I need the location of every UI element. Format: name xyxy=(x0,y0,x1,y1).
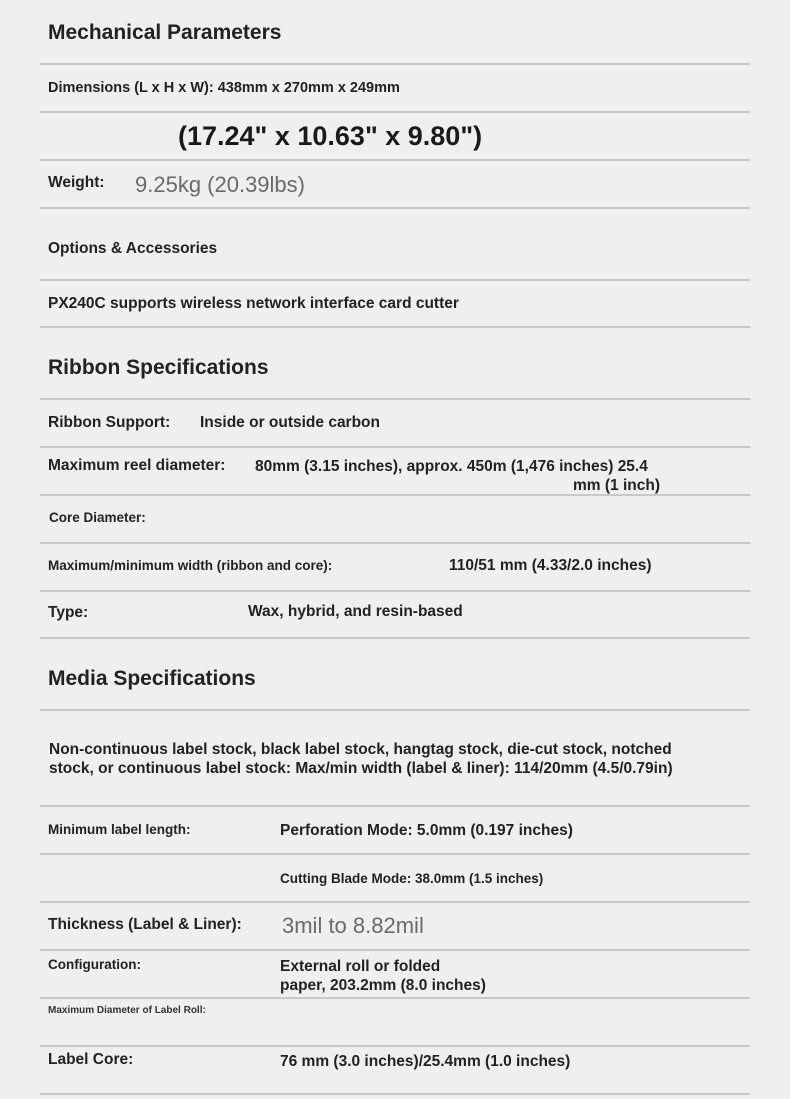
mechanical-title: Mechanical Parameters xyxy=(48,21,282,44)
divider xyxy=(40,494,750,496)
cutting-blade-mode: Cutting Blade Mode: 38.0mm (1.5 inches) xyxy=(280,871,544,886)
reel-diameter-value-cont: mm (1 inch) xyxy=(573,477,660,494)
divider xyxy=(40,279,750,281)
configuration-value: External roll or folded xyxy=(280,958,441,975)
divider xyxy=(40,446,750,448)
media-title: Media Specifications xyxy=(48,667,256,690)
ribbon-type-label: Type: xyxy=(48,604,89,621)
ribbon-support-value: Inside or outside carbon xyxy=(200,414,380,431)
ribbon-title: Ribbon Specifications xyxy=(48,356,269,379)
media-stock-text: Non-continuous label stock, black label stock, hangtag stock, die-cut stock, notched xyxy=(49,741,672,758)
ribbon-type-value: Wax, hybrid, and resin-based xyxy=(248,603,463,620)
ribbon-width-value: 110/51 mm (4.33/2.0 inches) xyxy=(449,557,652,574)
max-diameter-label: Maximum Diameter of Label Roll: xyxy=(48,1005,206,1016)
options-label: Options & Accessories xyxy=(48,240,218,257)
divider xyxy=(40,805,750,807)
divider xyxy=(40,853,750,855)
divider xyxy=(40,398,750,400)
options-value: PX240C supports wireless network interface card cutter xyxy=(48,295,459,312)
divider xyxy=(40,901,750,903)
divider xyxy=(40,949,750,951)
divider xyxy=(40,159,750,161)
divider xyxy=(40,637,750,639)
divider xyxy=(40,997,750,999)
perforation-mode: Perforation Mode: 5.0mm (0.197 inches) xyxy=(280,822,573,839)
divider xyxy=(40,326,750,328)
divider xyxy=(40,542,750,544)
label-core-label: Label Core: xyxy=(48,1051,134,1068)
divider xyxy=(40,590,750,592)
configuration-label: Configuration: xyxy=(48,957,141,972)
core-diameter-label: Core Diameter: xyxy=(49,510,146,525)
thickness-value: 3mil to 8.82mil xyxy=(282,913,424,938)
dimensions-text: Dimensions (L x H x W): 438mm x 270mm x 249mm xyxy=(48,80,400,96)
ribbon-width-label: Maximum/minimum width (ribbon and core): xyxy=(48,558,333,573)
label-core-value: 76 mm (3.0 inches)/25.4mm (1.0 inches) xyxy=(280,1053,571,1070)
divider xyxy=(40,709,750,711)
dimensions-inches: (17.24" x 10.63" x 9.80") xyxy=(178,121,483,151)
divider xyxy=(40,1093,750,1095)
thickness-label: Thickness (Label & Liner): xyxy=(48,916,242,933)
media-stock-text-cont: stock, or continuous label stock: Max/min width (label & liner): 114/20mm (4.5/0.79in) xyxy=(49,760,673,777)
divider xyxy=(40,207,750,209)
weight-value: 9.25kg (20.39lbs) xyxy=(135,172,305,197)
weight-label: Weight: xyxy=(48,174,105,191)
reel-diameter-value: 80mm (3.15 inches), approx. 450m (1,476 inches) 25.4 xyxy=(255,458,648,475)
min-length-label: Minimum label length: xyxy=(48,822,191,837)
divider xyxy=(40,111,750,113)
reel-diameter-label: Maximum reel diameter: xyxy=(48,457,226,474)
divider xyxy=(40,63,750,65)
ribbon-support-label: Ribbon Support: xyxy=(48,414,171,431)
configuration-value-cont: paper, 203.2mm (8.0 inches) xyxy=(280,977,486,994)
divider xyxy=(40,1045,750,1047)
